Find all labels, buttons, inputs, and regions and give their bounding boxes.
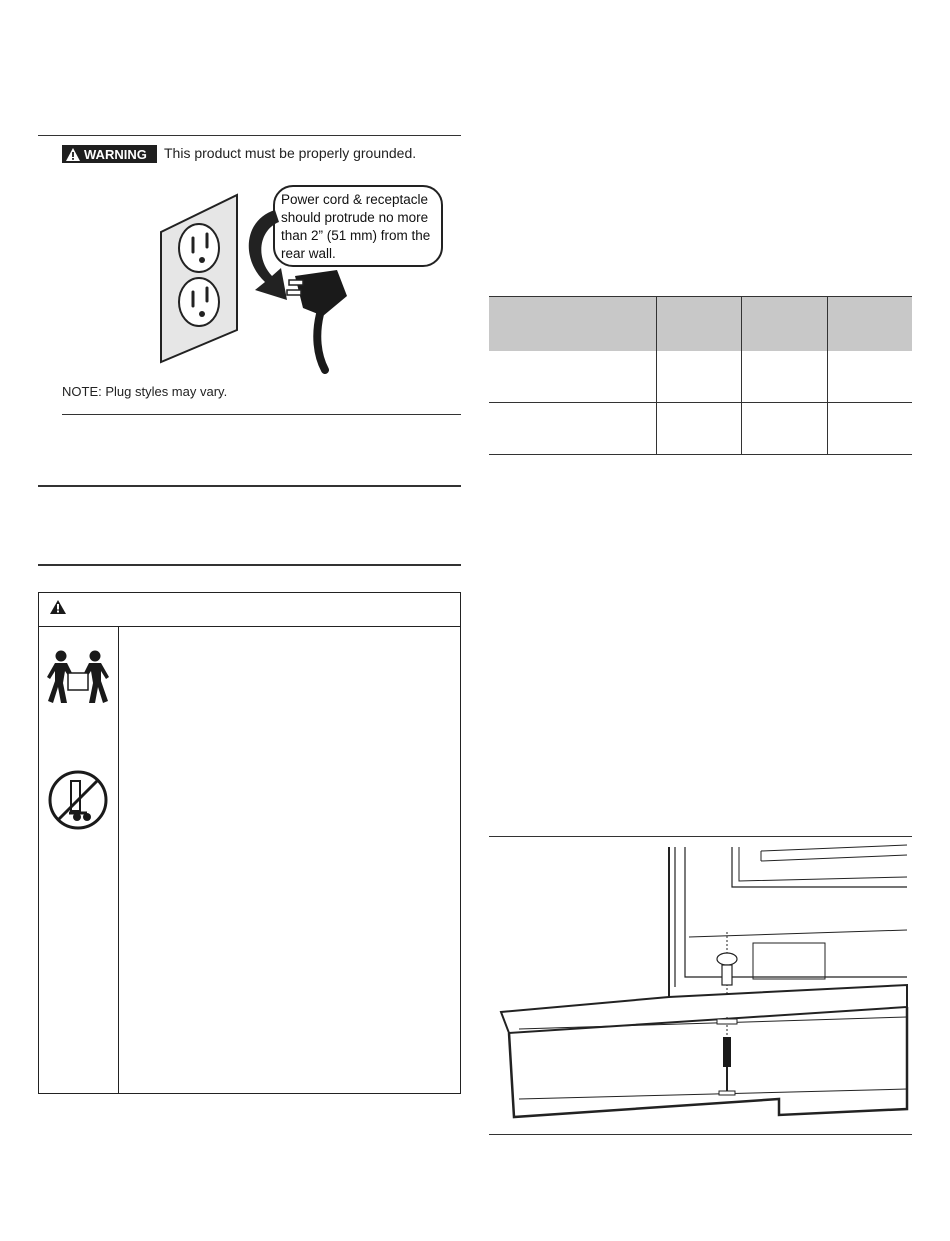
section-rule-top: [38, 135, 461, 136]
section-rule: [62, 414, 461, 415]
table-header-cell: [741, 297, 827, 352]
table-cell: [741, 351, 827, 403]
table-cell: [656, 351, 741, 403]
table-cell: [827, 403, 912, 455]
caution-box-divider: [118, 626, 119, 1094]
table-cell: [489, 403, 656, 455]
callout-line: Power cord & receptacle: [281, 192, 429, 207]
warning-message: This product must be properly grounded.: [164, 145, 417, 161]
callout-line: rear wall.: [281, 246, 336, 261]
table-header-cell: [489, 297, 656, 352]
table-cell: [827, 351, 912, 403]
no-hand-truck-icon: [47, 769, 109, 831]
table-cell: [489, 351, 656, 403]
callout-line: should protrude no more: [281, 210, 429, 225]
callout-bubble: [273, 185, 443, 267]
spec-table: [489, 296, 912, 455]
table-header-cell: [656, 297, 741, 352]
two-person-lift-icon: [47, 649, 109, 705]
caution-box-header: [39, 593, 460, 627]
caution-triangle-icon: [49, 599, 67, 615]
plug-note: NOTE: Plug styles may vary.: [62, 384, 228, 399]
table-cell: [741, 403, 827, 455]
figure-rule-bottom: [489, 1134, 912, 1135]
warning-triangle-icon: [65, 147, 81, 162]
table-row: [489, 351, 912, 403]
section-rule: [38, 485, 461, 487]
table-header-row: [489, 297, 912, 352]
caution-box: [38, 592, 461, 1094]
section-rule: [38, 564, 461, 566]
warning-badge-label: WARNING: [84, 146, 147, 162]
table-row: [489, 403, 912, 455]
table-cell: [656, 403, 741, 455]
callout-line: than 2” (51 mm) from the: [281, 228, 431, 243]
leveling-leg-diagram: [489, 837, 912, 1134]
warning-badge: [62, 145, 157, 163]
table-header-cell: [827, 297, 912, 352]
